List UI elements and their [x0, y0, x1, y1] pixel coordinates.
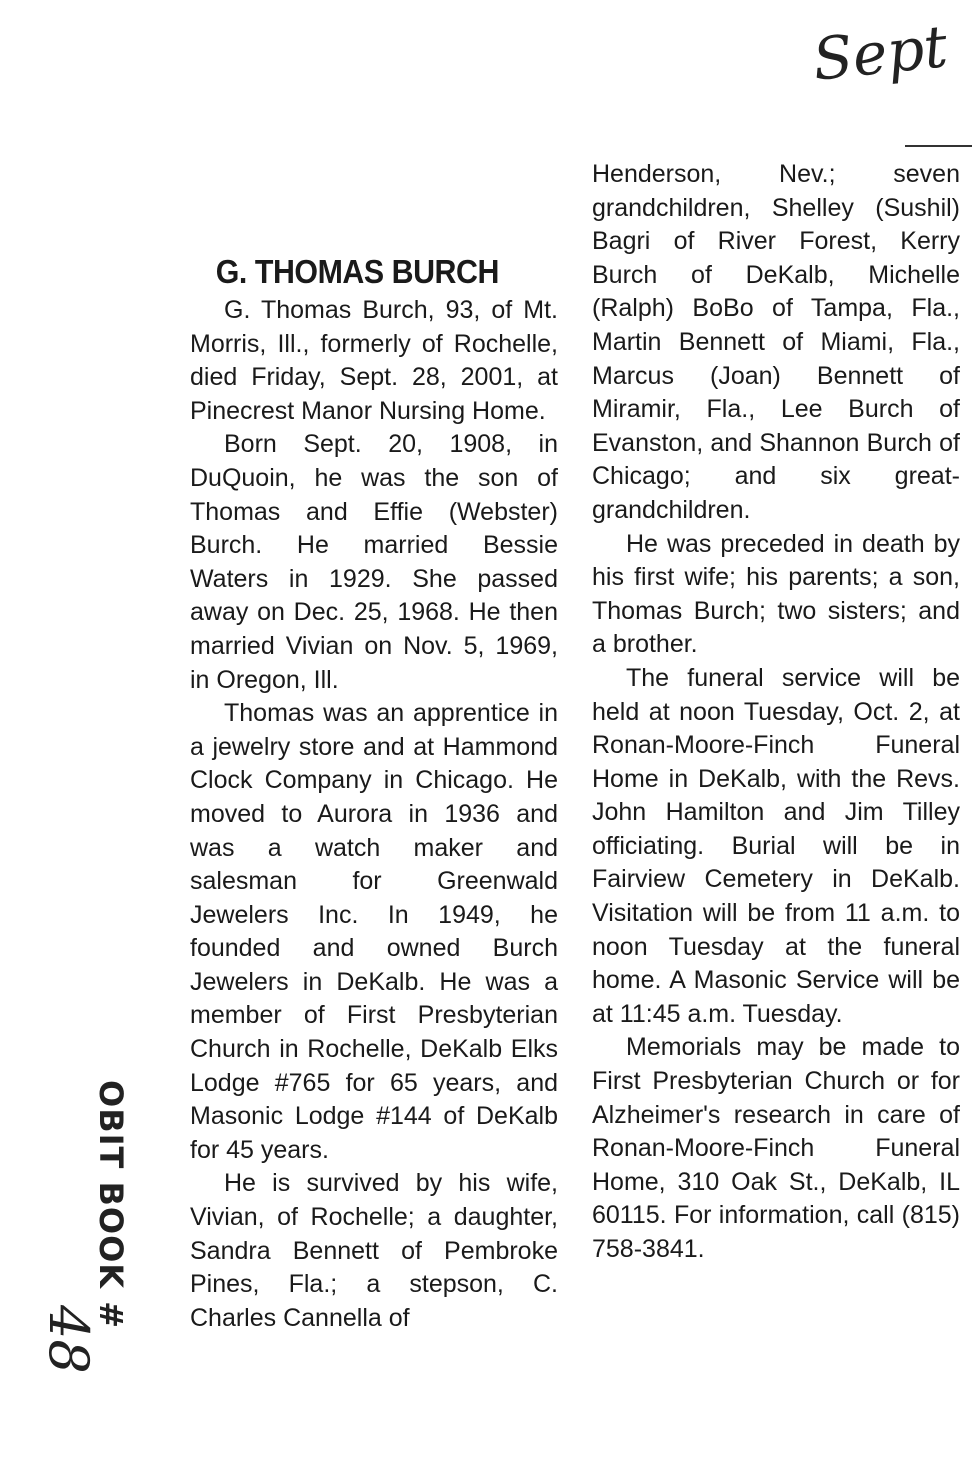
paragraph-career: Thomas was an apprentice in a jewelry store and at Hammond Clock Company in Chicago. He moved to Aurora in 1936 and was a watch maker and salesman for Greenwald Jewelers Inc. In 1949, he founded and owned Burch Jewelers in DeKalb. He was a member of First Presbyterian Church in Rochelle, DeKalb Elks Lodge #765 for 65 years, and Masonic Lodge #144 of DeKalb for 45 years.: [190, 699, 558, 1164]
handwritten-date: Sept: [809, 12, 951, 94]
paragraph-survivors: He is survived by his wife, Vivian, of Rochelle; a daughter, Sandra Bennett of Pembroke Pines, Fla.; a stepson, C. Charles Cannella of: [190, 1169, 558, 1332]
paragraph-preceded-in-death: He was preceded in death by his first wife; his parents; a son, Thomas Burch; two sisters; and a brother.: [592, 529, 960, 659]
article-right-column: [592, 158, 960, 1267]
obituary-headline: G. THOMAS BURCH: [215, 253, 499, 290]
paragraph-funeral-service: The funeral service will be held at noon Tuesday, Oct. 2, at Ronan-Moore-Finch Funeral Home in DeKalb, with the Revs. John Hamilton and Jim Tilley officiating. Burial will be in Fairview Cemetery in DeKalb. Visitation will be from 11 a.m. to noon Tuesday at the funeral home. A Masonic Service will be at 11:45 a.m. Tuesday.: [592, 663, 960, 1028]
paragraph-early-life: Born Sept. 20, 1908, in DuQuoin, he was the son of Thomas and Effie (Webster) Burch. He married Bessie Waters in 1929. She passed away on Dec. 25, 1968. He then married Vivian on Nov. 5, 1969, in Oregon, Ill.: [190, 430, 558, 694]
paragraph-memorials: Memorials may be made to First Presbyterian Church or for Alzheimer's research in care of Ronan-Moore-Finch Funeral Home, 310 Oak St., DeKalb, IL 60115. For information, call (815) 758-3841.: [592, 1033, 960, 1263]
paragraph-death-notice: G. Thomas Burch, 93, of Mt. Morris, Ill., formerly of Rochelle, died Friday, Sept. 28, 2001, at Pinecrest Manor Nursing Home.: [190, 296, 558, 425]
obit-book-stamp: [37, 1080, 150, 1410]
stamp-number: 48: [37, 1305, 100, 1374]
handwritten-underline: [905, 145, 972, 147]
stamp-label: OBIT BOOK #: [92, 1080, 130, 1330]
article-left-column: [190, 252, 558, 1335]
paragraph-survivors-continued: Henderson, Nev.; seven grandchildren, Shelley (Sushil) Bagri of River Forest, Kerry Burch of DeKalb, Michelle (Ralph) BoBo of Tampa, Fla., Martin Bennett of Miami, Fla., Marcus (Joan) Bennett of Miramir, Fla., Lee Burch of Evanston, and Shannon Burch of Chicago; and six great-grandchildren.: [592, 160, 960, 524]
